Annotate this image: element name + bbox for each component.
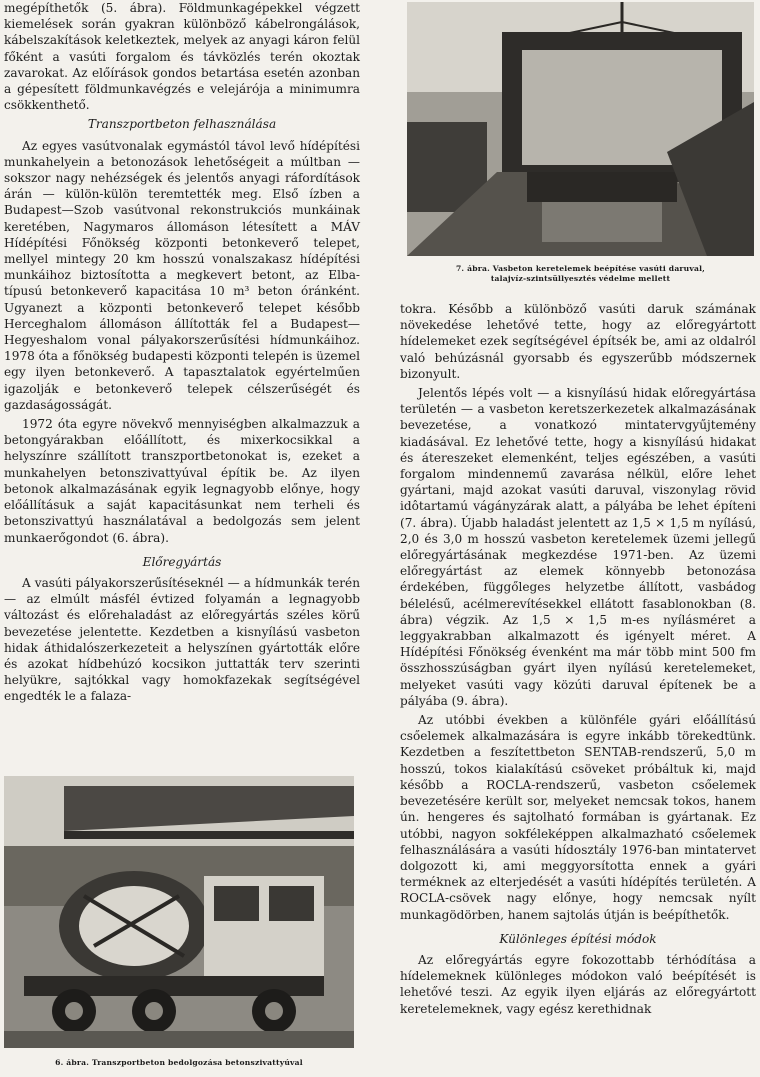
section-heading: Előregyártás [142,554,222,569]
paragraph: Az előregyártás egyre fokozottabb térhódítása a hídelemeknek különleges módokon való beépítését is lehetővé teszi. Az egyik ilyen eljárás az előregyártott keretelemeknek, vagy egész kerethidnak [400,952,756,1016]
paragraph: Jelentős lépés volt — a kisnyílású hidak előregyártása területén — a vasbeton keretszerkezetek alkalmazásának bevezetése, a vonatkozó mintatervgyűjtemény kiadásával. Ez lehetővé tette, hogy a kisnyílású hidakat és átereszeket elemenként, teljes egészében, a vasúti forgalom mindennemű zavarása nélkül, előre lehet gyártani, majd azokat vasúti daruval, viszonylag rövid idôtartamú vágányzárak alatt, a pályába be lehet építeni (7. ábra). Újabb haladást jelentett az 1,5 × 1,5 m nyílású, 2,0 és 3,0 m hosszú vasbeton keretelemek üzemi jellegű előregyártásának megkezdése 1971-ben. Az üzemi előregyártást az elemek könnyebb betonozása érdekében, függőleges helyzetbe állított, vasbádog bélelésű, acélmerevítésekkel ellátott fasablonokban (8. ábra) végzik. Az 1,5 × 1,5 m-es nyílásméret a leggyakrabban alkalmazott és igényelt méret. A Hídépítési Főnökség évenként ma már több mint 500 fm összhosszúságban gyárt ilyen nyílású keretelemeket, melyeket vasúti vagy közúti daruval építenek be a pályába (9. ábra). [400,386,756,708]
paragraph: Az utóbbi években a különféle gyári előállítású csőelemek alkalmazására is egyre inkább törekedtünk. Kezdetben a feszítettbeton SENTAB-rendszerű, 5,0 m hosszú, tokos kialakítású csöveket próbáltuk ki, majd később a ROCLA-rendszerű, vasbeton csőelemek bevezetésére került sor, melyeket nemcsak tokos, hanem ún. hengeres és sajtolható formában is gyártanak. Ez utóbbi, nagyon sokféleképpen alkalmazható csőelemek felhasználására a vasúti hídosztály 1976-ban mintatervet dolgozott ki, ami meggyorsította ennek a gyári terméknek az elterjedését a vasúti hídépítés területén. A ROCLA-csövek nagy előnye, hogy nemcsak nyílt munkagödörben, hanem sajtolás útján is beépíthetők. [400,713,756,922]
figure-6-photo [4,776,354,1048]
paragraph: Az egyes vasútvonalak egymástól távol levő hídépítési munkahelyein a betonozások lehetőségeit a múltban — sokszor nagy nehézségek és jelentős anyagi ráfordítások árán — külön-külön teremtették meg. Első ízben a Budapest—Szob vasútvonal rekonstrukciós munkáinak keretében, Nagymaros állomáson létesített a MÁV Hídépítési Főnökség központi betonkeverő telepet, mellyel mintegy 20 km hosszú vonalszakasz hídépítési munkáihoz biztosította a megkevert betont, az Elba-típusú betonkeverő kapacitása 10 m³ beton óránként. Ugyanezt a központi betonkeverő telepet később Herceghalom állomáson állították fel a Budapest—Hegyeshalom vonal pályakorszerűsítési hídmunkáihoz. 1978 óta a főnökség budapesti központi telepén is üzemel egy ilyen betonkeverő. A tapasztalatok egyértelműen igazolják e betonkeverő telepek célszerűségét és gazdaságosságát. [4,138,360,412]
right-column [400,301,756,1017]
figure-7-caption [407,264,754,284]
figure-7-caption-line-2: talajvíz-szintsüllyesztés védelme mellett [490,274,671,283]
figure-7-caption-line-1: 7. ábra. Vasbeton keretelemek beépítése vasúti daruval, [455,264,706,273]
figure-6-caption: 6. ábra. Transzportbeton bedolgozása betonszivattyúval [55,1058,303,1067]
left-column [4,0,360,705]
figure-7-photo [407,2,754,256]
section-heading: Különleges építési módok [499,931,657,946]
paragraph: 1972 óta egyre növekvő mennyiségben alkalmazzuk a betongyárakban előállított, és mixerkocsikkal a helyszínre szállított transzportbetonokat is, ezeket a munkahelyen betonszivattyúval építik be. Az ilyen betonok alkalmazásának egyik legnagyobb előnye, hogy előállításuk a saját kapacitásunkat nem terheli és betonszivattyú használatával a bedolgozás sem jelent munkaerőgondot (6. ábra). [4,417,360,545]
paragraph: A vasúti pályakorszerűsítéseknél — a hídmunkák terén — az elmúlt másfél évtized folyamán a legnagyobb változást és előrehaladást az előregyártás széles körű bevezetése jelentette. Kezdetben a kisnyílású vasbeton hidak áthidalószerkezeteit a helyszínen gyártották előre és azokat hídbehúzó kocsikon juttatták terv szerinti helyükre, sajtókkal vagy homokfazekak segítségével engedték le a falaza- [4,575,360,704]
paragraph: tokra. Később a különböző vasúti daruk számának növekedése lehetővé tette, hogy az előregyártott hídelemeket ezek segítségével építsék be, ami az oldalról való behúzásnál gyorsabb és egyszerűbb módszernek bizonyult. [400,302,756,381]
paragraph: megépíthetők (5. ábra). Földmunkagépekkel végzett kiemelések során gyakran különböző kábelrongálások, kábelszakítások keletkeztek, melyek az anyagi káron felül főként a vasúti forgalom és távközlés terén okoztak zavarokat. Az előírások gondos betartása esetén azonban a gépesített földmunkavégzés e velejárója a minimumra csökkenthető. [4,1,360,113]
section-heading: Transzportbeton felhasználása [87,117,277,132]
